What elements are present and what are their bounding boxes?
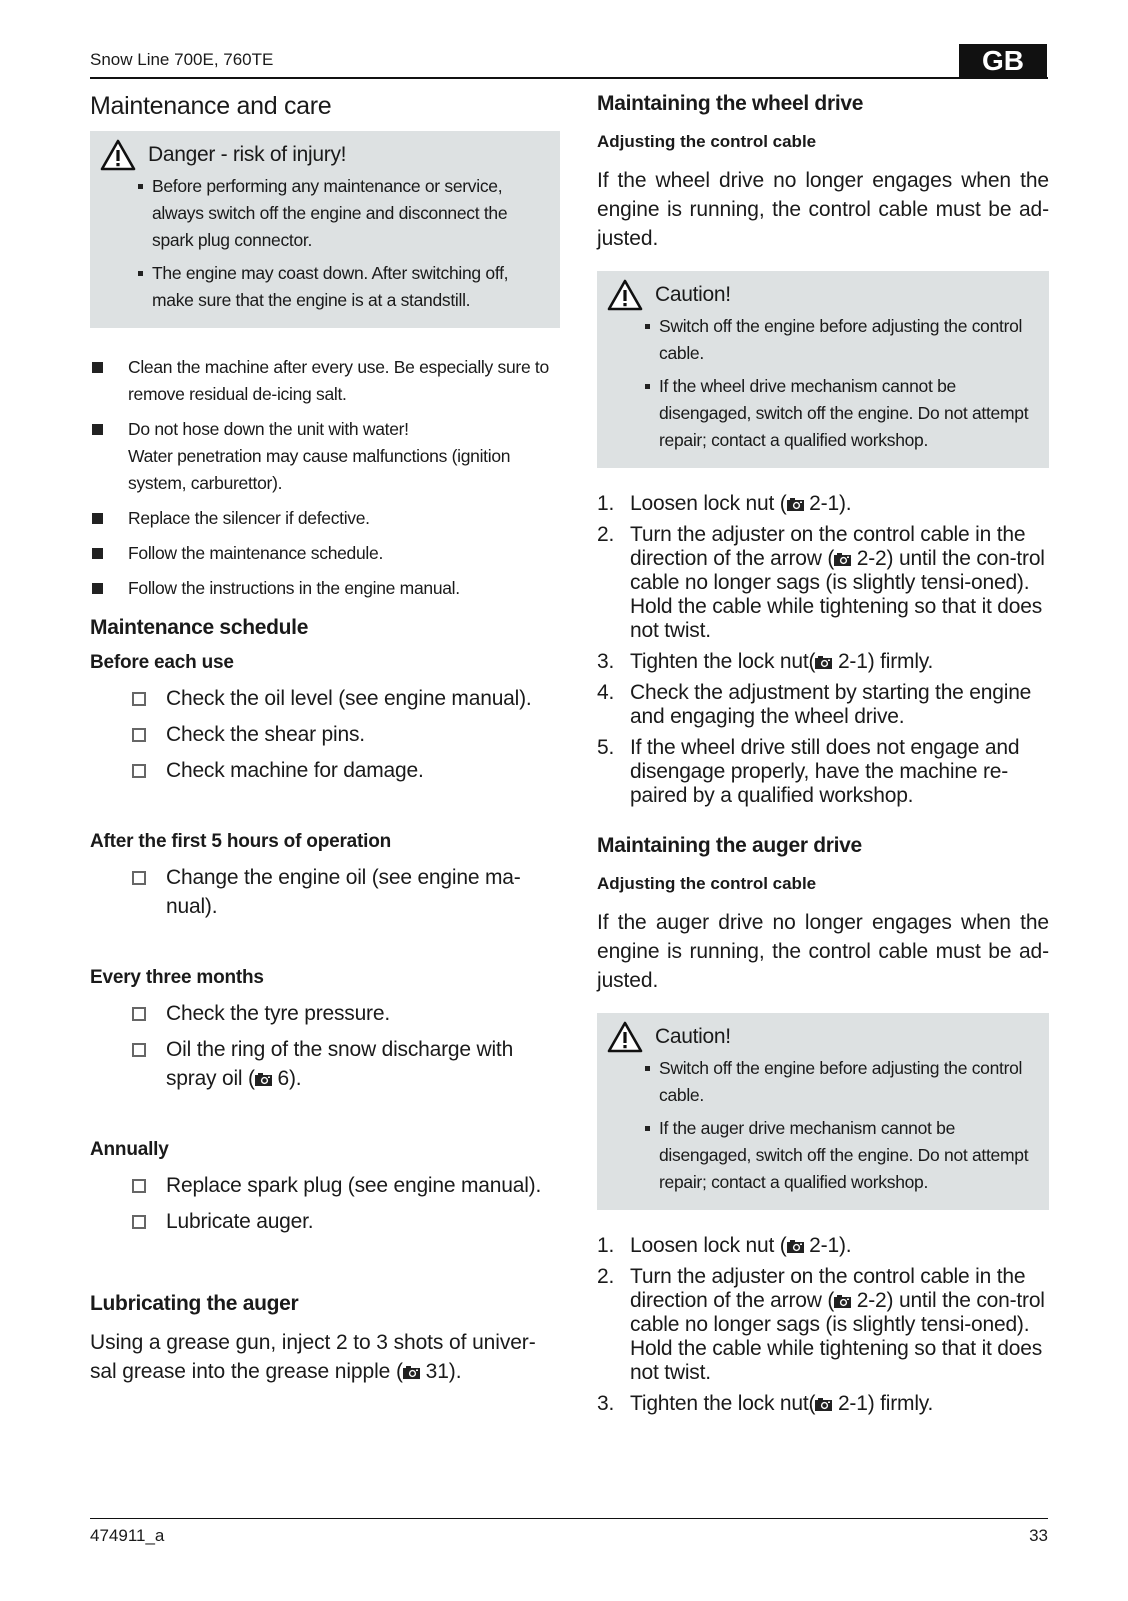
step-item: 3. Tighten the lock nut( 2-1) firmly.: [597, 650, 934, 673]
lubricating-auger-title: Lubricating the auger: [90, 1292, 299, 1315]
danger-box: [90, 131, 560, 328]
auger-intro: If the auger drive no longer engages when the engine is running, the control cable must be ad-justed.: [597, 911, 1049, 992]
auger-drive-title: Maintaining the auger drive: [597, 834, 862, 857]
camera-icon: [787, 498, 804, 511]
header-divider: [90, 77, 1048, 79]
camera-icon: [834, 553, 851, 566]
camera-icon: [815, 1398, 832, 1411]
every-three-months-title: Every three months: [90, 967, 264, 988]
list-item: Lubricate auger.: [90, 1207, 560, 1236]
list-item: Do not hose down the unit with water! Water penetration may cause malfunctions (ignition system, carburettor).: [90, 416, 560, 497]
list-item: Check machine for damage.: [90, 756, 560, 785]
auger-caution-box: [597, 1013, 1049, 1210]
page-number: 33: [1029, 1526, 1048, 1545]
step-item: 2. Turn the adjuster on the control cable in the direction of the arrow ( 2-2) until the con-trol cable no longer sags (is slightly tensi-oned). Hold the cable while tightening so that it does not twist.: [597, 1265, 1045, 1384]
warning-triangle-icon: [607, 1021, 643, 1053]
camera-icon: [787, 1240, 804, 1253]
caution-item: Switch off the engine before adjusting the control cable.: [645, 313, 1039, 367]
list-item: Replace spark plug (see engine manual).: [90, 1171, 560, 1200]
list-item: Clean the machine after every use. Be especially sure to remove residual de-icing salt.: [90, 354, 560, 408]
caution-title: Caution!: [655, 283, 731, 306]
step-item: 2. Turn the adjuster on the control cable in the direction of the arrow ( 2-2) until the con-trol cable no longer sags (is slightly tensi-oned). Hold the cable while tightening so that it does not twist.: [597, 523, 1045, 642]
lubricating-text: Using a grease gun, inject 2 to 3 shots of univer-sal grease into the grease nipple ( 31).: [90, 1331, 536, 1383]
wheel-adjust-subtitle: Adjusting the control cable: [597, 132, 817, 151]
auger-steps-list: [597, 1234, 1049, 1416]
list-item: Check the tyre pressure.: [90, 999, 560, 1028]
camera-icon: [255, 1073, 272, 1086]
language-badge: GB: [959, 44, 1047, 78]
step-item: 3. Tighten the lock nut( 2-1) firmly.: [597, 1392, 934, 1415]
wheel-intro: If the wheel drive no longer engages when the engine is running, the control cable must be ad-justed.: [597, 169, 1049, 250]
left-column: [90, 92, 560, 1386]
general-care-list: [90, 354, 560, 602]
caution-item: If the wheel drive mechanism cannot be disengaged, switch off the engine. Do not attempt repair; contact a qualified workshop.: [645, 373, 1039, 454]
annually-title: Annually: [90, 1139, 169, 1160]
list-item: Check the oil level (see engine manual).: [90, 684, 560, 713]
caution-item: Switch off the engine before adjusting the control cable.: [645, 1055, 1039, 1109]
danger-title: Danger - risk of injury!: [148, 143, 347, 166]
document-title: Snow Line 700E, 760TE: [90, 50, 274, 69]
right-column: [597, 92, 1049, 1423]
after-first-hours-title: After the first 5 hours of operation: [90, 831, 392, 852]
list-item: Follow the maintenance schedule.: [90, 540, 560, 567]
footer-divider: [90, 1518, 1048, 1519]
step-item: 1. Loosen lock nut ( 2-1).: [597, 1234, 852, 1257]
step-item: 4. Check the adjustment by starting the engine and engaging the wheel drive.: [597, 681, 1032, 728]
auger-adjust-subtitle: Adjusting the control cable: [597, 874, 817, 893]
danger-item: The engine may coast down. After switching off, make sure that the engine is at a standstill.: [138, 260, 550, 314]
step-item: 5. If the wheel drive still does not engage and disengage properly, have the machine re-paired by a qualified workshop.: [597, 736, 1020, 807]
before-each-use-title: Before each use: [90, 652, 234, 673]
warning-triangle-icon: [607, 279, 643, 311]
list-item: Replace the silencer if defective.: [90, 505, 560, 532]
camera-icon: [403, 1366, 420, 1379]
wheel-steps-list: [597, 492, 1049, 808]
caution-item: If the auger drive mechanism cannot be disengaged, switch off the engine. Do not attempt repair; contact a qualified workshop.: [645, 1115, 1039, 1196]
list-item: Check the shear pins.: [90, 720, 560, 749]
section-title-maintenance: Maintenance and care: [90, 92, 332, 120]
wheel-caution-box: [597, 271, 1049, 468]
camera-icon: [815, 656, 832, 669]
camera-icon: [834, 1295, 851, 1308]
document-id: 474911_a: [90, 1526, 165, 1545]
danger-item: Before performing any maintenance or service, always switch off the engine and disconnect the spark plug connector.: [138, 173, 550, 254]
maintenance-schedule-title: Maintenance schedule: [90, 616, 309, 639]
wheel-drive-title: Maintaining the wheel drive: [597, 92, 864, 115]
warning-triangle-icon: [100, 139, 136, 171]
list-item: Oil the ring of the snow discharge with spray oil ( 6).: [90, 1035, 560, 1093]
list-item: Change the engine oil (see engine ma-nual).: [90, 863, 560, 921]
step-item: 1. Loosen lock nut ( 2-1).: [597, 492, 852, 515]
list-item: Follow the instructions in the engine manual.: [90, 575, 560, 602]
caution-title: Caution!: [655, 1025, 731, 1048]
